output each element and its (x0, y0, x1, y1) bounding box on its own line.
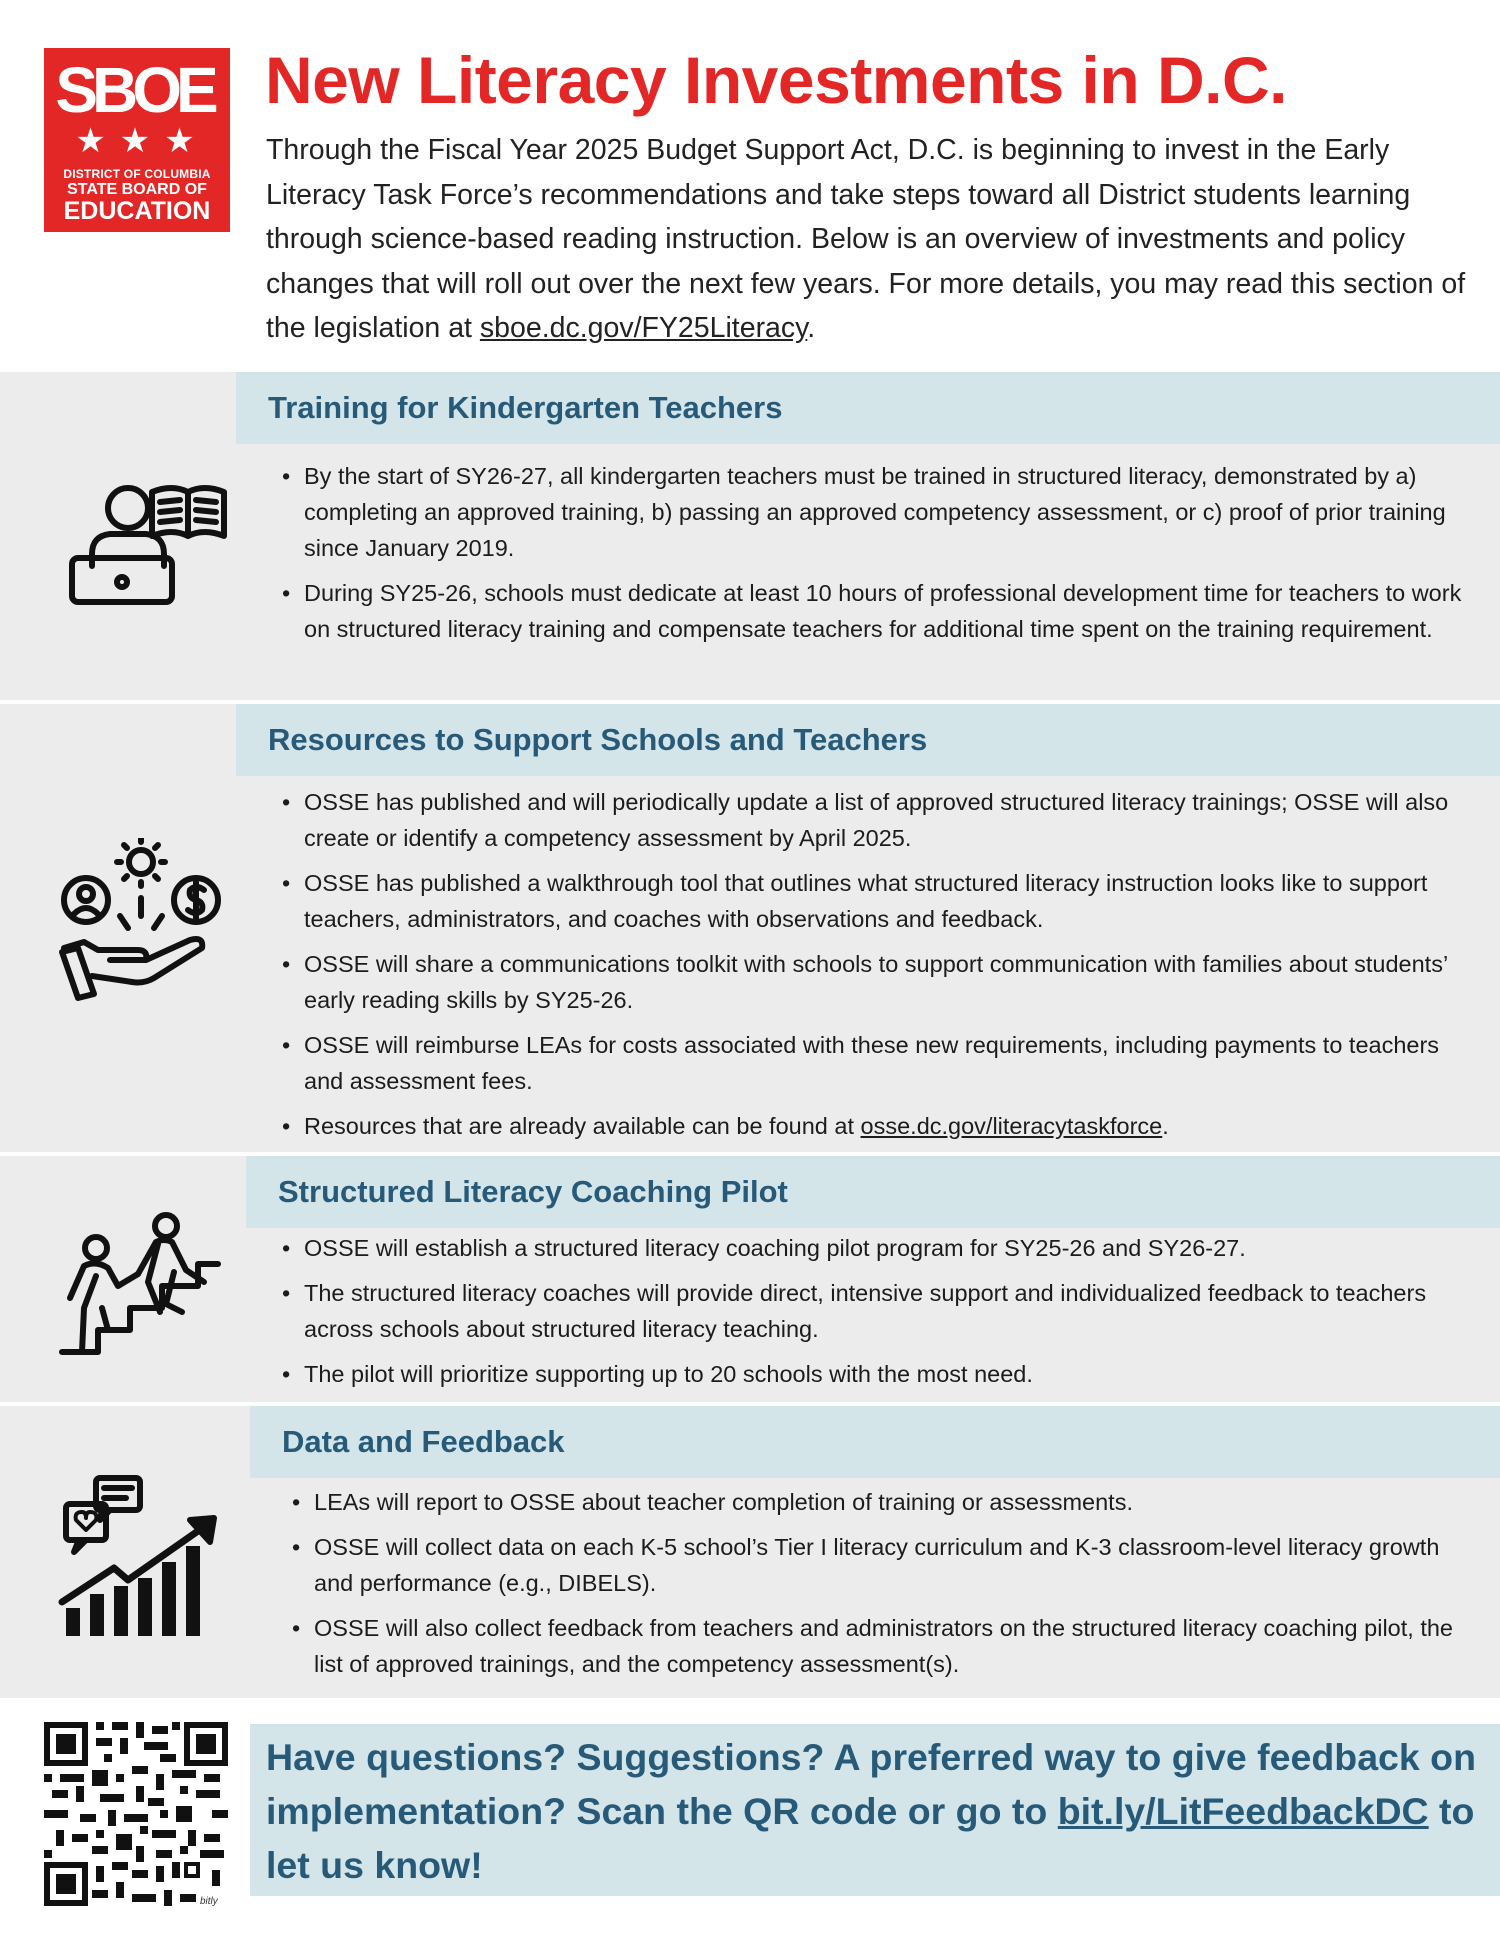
page-footer (0, 1700, 1500, 1941)
logo-stars: ★★★ (75, 122, 209, 160)
logo-wordmark: SBOE (55, 54, 213, 126)
cta-text: Have questions? Suggestions? A preferred way to give feedback on implementation? Scan the QR code or go to (266, 1736, 1476, 1832)
bullet-list-data-feedback (292, 1484, 1462, 1691)
growth-chart-feedback-icon (58, 1472, 222, 1640)
list-item (282, 1108, 1462, 1144)
qr-bitly-label: bitly (200, 1896, 218, 1906)
logo-line-1: DISTRICT OF COLUMBIA (63, 167, 211, 181)
list-item: • The pilot will prioritize supporting up to 20 schools with the most need. (282, 1356, 1462, 1392)
page-title: New Literacy Investments in D.C. (265, 43, 1287, 117)
section-data-feedback (0, 1406, 1500, 1698)
cta-tail: to let us know! (266, 1790, 1475, 1886)
feedback-link[interactable]: bit.ly/LitFeedbackDC (1057, 1790, 1429, 1832)
section-heading-data-feedback: Data and Feedback (250, 1406, 1500, 1478)
hand-resources-icon (58, 838, 224, 1006)
list-item: • OSSE will establish a structured literacy coaching pilot program for SY25-26 and SY26-27. (282, 1230, 1462, 1266)
section-heading-training: Training for Kindergarten Teachers (236, 372, 1500, 444)
list-item: • OSSE will also collect feedback from teachers and administrators on the structured literacy coaching pilot, the list of approved trainings, and the competency assessment(s). (292, 1610, 1462, 1682)
list-item: • OSSE will reimburse LEAs for costs associated with these new requirements, including payments to teachers and assessment fees. (282, 1027, 1462, 1099)
intro-text: Through the Fiscal Year 2025 Budget Support Act, D.C. is beginning to invest in the Early Literacy Task Force’s recommendations and take steps toward all District students learning through science-based reading instruction. Below is an overview of investments and policy changes that will roll out over the next few years. For more details, you may read this section of the legislation at (266, 134, 1466, 344)
resources-text: Resources that are already available can be found at (304, 1113, 861, 1139)
resources-tail: . (1162, 1113, 1169, 1139)
teacher-laptop-book-icon (68, 478, 230, 608)
list-item: • During SY25-26, schools must dedicate at least 10 hours of professional development time for teachers to work on structured literacy training and compensate teachers for additional time spent on the training requirement. (282, 575, 1462, 647)
section-resources (0, 704, 1500, 1152)
list-item: • OSSE has published and will periodically update a list of approved structured literacy trainings; OSSE will also create or identify a competency assessment by April 2025. (282, 784, 1462, 856)
legislation-link[interactable]: sboe.dc.gov/FY25Literacy (479, 312, 808, 344)
sboe-logo (44, 48, 230, 232)
section-heading-coaching: Structured Literacy Coaching Pilot (246, 1156, 1500, 1228)
intro-tail: . (807, 312, 816, 344)
section-coaching (0, 1156, 1500, 1402)
feedback-callout (250, 1724, 1500, 1896)
page-header (0, 0, 1500, 370)
bullet-list-resources (282, 784, 1462, 1153)
bullet-list-training (282, 458, 1462, 656)
literacy-task-force-link[interactable]: osse.dc.gov/literacytaskforce (860, 1113, 1163, 1139)
list-item: • OSSE will share a communications toolkit with schools to support communication with families about students’ early reading skills by SY25-26. (282, 946, 1462, 1018)
logo-line-2: STATE BOARD OF (67, 181, 207, 198)
qr-code[interactable] (44, 1722, 228, 1906)
logo-line-3: EDUCATION (63, 197, 211, 225)
bullet-list-coaching (282, 1230, 1462, 1401)
list-item: • LEAs will report to OSSE about teacher completion of training or assessments. (292, 1484, 1462, 1520)
section-heading-resources: Resources to Support Schools and Teachers (236, 704, 1500, 776)
list-item: • By the start of SY26-27, all kindergarten teachers must be trained in structured literacy, demonstrated by a) completing an approved training, b) passing an approved competency assessment, or c) proof of prior training since January 2019. (282, 458, 1462, 566)
section-training (0, 372, 1500, 700)
list-item: • OSSE has published a walkthrough tool that outlines what structured literacy instruction looks like to support teachers, administrators, and coaches with observations and feedback. (282, 865, 1462, 937)
list-item: • OSSE will collect data on each K-5 school’s Tier I literacy curriculum and K-3 classroom-level literacy growth and performance (e.g., DIBELS). (292, 1529, 1462, 1601)
list-item: • The structured literacy coaches will provide direct, intensive support and individualized feedback to teachers across schools about structured literacy teaching. (282, 1275, 1462, 1347)
coaching-stairs-icon (58, 1212, 222, 1360)
intro-paragraph (266, 128, 1466, 351)
